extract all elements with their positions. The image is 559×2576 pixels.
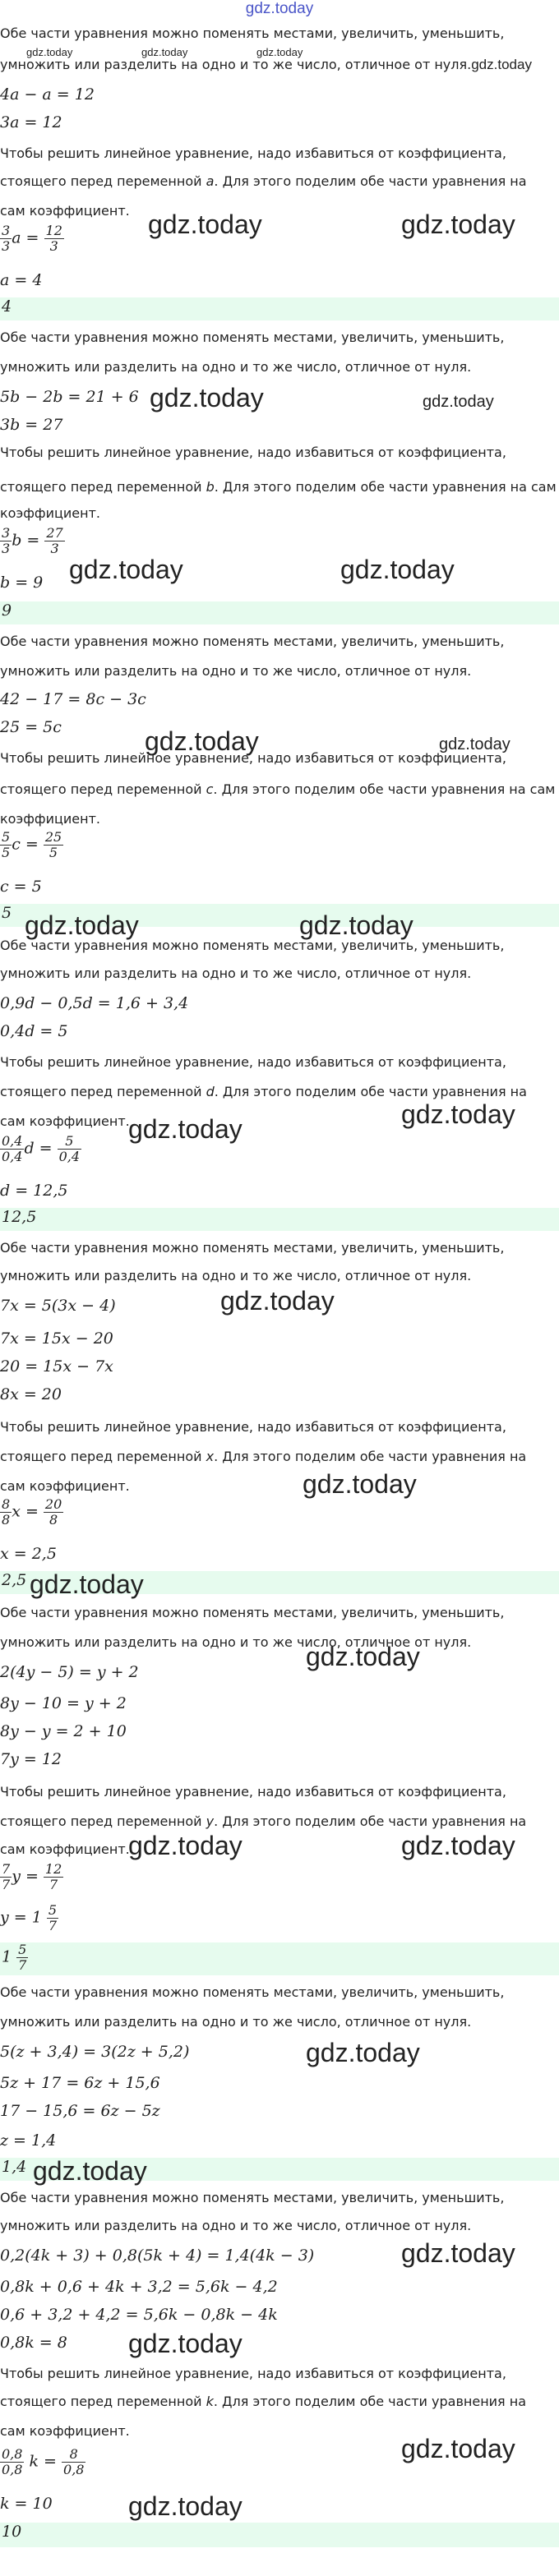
watermark: gdz.today [148, 210, 262, 239]
watermark: gdz.today [401, 2434, 515, 2463]
watermark: gdz.today [256, 46, 303, 58]
text-swap: Обе части уравнения можно поменять местами, увеличить, уменьшить, [0, 1240, 505, 1256]
equation: 5z + 17 = 6z + 15,6 [0, 2074, 160, 2092]
answer: 9 [0, 601, 559, 624]
watermark: gdz.today [150, 383, 264, 412]
text-pre: стоящего перед переменной k. Для этого поделим обе части уравнения на [0, 2394, 527, 2409]
equation: 2(4y − 5) = y + 2 [0, 1663, 139, 1681]
equation: 5b − 2b = 21 + 6 [0, 388, 139, 406]
answer: 2,5 [0, 1571, 559, 1594]
text-coef: сам коэффициент. [0, 1841, 130, 1857]
answer: 1 $\frac{5}{7}$ [0, 1942, 559, 1975]
watermark: gdz.today [340, 555, 455, 584]
watermark: gdz.today [401, 2238, 515, 2268]
watermark: gdz.today [423, 393, 494, 411]
fraction-equation: $\frac{8}{8}$ x = $\frac{20}{8}$ [2, 1496, 62, 1528]
equation: 0,8k = 8 [0, 2334, 67, 2352]
watermark: gdz.today [439, 735, 510, 753]
text-pre: стоящего перед переменной b. Для этого поделим обе части уравнения на сам [0, 479, 557, 495]
text-mul: умножить или разделить на одно и то же число, отличное от нуля. [0, 359, 472, 375]
site-header[interactable]: gdz.today [245, 0, 314, 17]
variable: c [206, 781, 214, 797]
equation: 8y − 10 = y + 2 [0, 1694, 127, 1712]
watermark: gdz.today [306, 2038, 420, 2067]
text-mul: умножить или разделить на одно и то же число, отличное от нуля. [0, 2014, 472, 2030]
text-mul: умножить или разделить на одно и то же число, отличное от нуля. [0, 663, 472, 679]
fraction-equation: $\frac{0,4}{0,4}$ d = $\frac{5}{0,4}$ [2, 1133, 81, 1164]
watermark: gdz.today [33, 2156, 147, 2186]
equation: 20 = 15x − 7x [0, 1357, 113, 1376]
watermark: gdz.today [26, 46, 73, 58]
watermark: gdz.today [401, 210, 515, 239]
text-lin: Чтобы решить линейное уравнение, надо избавиться от коэффициента, [0, 1054, 506, 1070]
watermark: gdz.today [220, 1286, 335, 1316]
result: k = 10 [0, 2495, 53, 2513]
answer: 10 [0, 2523, 559, 2547]
result: b = 9 [0, 574, 44, 592]
fraction-equation: $\frac{0,8}{0,8}$ k = $\frac{8}{0,8}$ [2, 2446, 85, 2477]
result: x = 2,5 [0, 1545, 57, 1563]
fraction-equation: $\frac{3}{3}$ a = $\frac{12}{3}$ [2, 223, 62, 254]
equation: 0,8k + 0,6 + 4k + 3,2 = 5,6k − 4,2 [0, 2278, 278, 2296]
text-lin: Чтобы решить линейное уравнение, надо избавиться от коэффициента, [0, 1419, 506, 1435]
watermark: gdz.today [128, 2491, 243, 2521]
variable: y [206, 1813, 215, 1829]
equation: 0,4d = 5 [0, 1022, 68, 1040]
answer: 1,4 [0, 2158, 559, 2181]
watermark: gdz.today [128, 2329, 243, 2358]
equation: 0,9d − 0,5d = 1,6 + 3,4 [0, 994, 189, 1012]
text-pre: стоящего перед переменной x. Для этого поделим обе части уравнения на [0, 1449, 527, 1464]
text-lin: Чтобы решить линейное уравнение, надо избавиться от коэффициента, [0, 750, 506, 766]
text-lin: Чтобы решить линейное уравнение, надо избавиться от коэффициента, [0, 145, 506, 161]
equation: 7x = 5(3x − 4) [0, 1297, 116, 1315]
text-pre: стоящего перед переменной y. Для этого поделим обе части уравнения на [0, 1813, 527, 1829]
watermark: gdz.today [30, 1569, 144, 1599]
answer: 5 [0, 904, 559, 927]
watermark: gdz.today [306, 1642, 420, 1671]
text-lin: Чтобы решить линейное уравнение, надо избавиться от коэффициента, [0, 445, 506, 460]
equation: 7x = 15x − 20 [0, 1329, 113, 1348]
result: a = 4 [0, 271, 43, 289]
variable: k [206, 2394, 214, 2409]
variable: a [206, 173, 215, 189]
variable: b [206, 479, 215, 495]
text-coef: сам коэффициент. [0, 1478, 130, 1494]
text-mul: умножить или разделить на одно и то же число, отличное от нуля. [0, 965, 472, 981]
text-coef: сам коэффициент. [0, 1113, 130, 1129]
equation: 25 = 5c [0, 718, 62, 736]
watermark: gdz.today [25, 910, 139, 940]
equation: 0,2(4k + 3) + 0,8(5k + 4) = 1,4(4k − 3) [0, 2247, 315, 2265]
text-swap: Обе части уравнения можно поменять местами, увеличить, уменьшить, [0, 329, 505, 345]
watermark: gdz.today [401, 1831, 515, 1860]
text-swap: Обе части уравнения можно поменять местами, увеличить, уменьшить, [0, 1984, 505, 2000]
text-lin: Чтобы решить линейное уравнение, надо избавиться от коэффициента, [0, 2366, 506, 2381]
text-pre: стоящего перед переменной d. Для этого поделим обе части уравнения на [0, 1084, 527, 1099]
fraction-equation: $\frac{7}{7}$ y = $\frac{12}{7}$ [2, 1861, 62, 1892]
variable: x [206, 1449, 215, 1464]
text-mul: умножить или разделить на одно и то же число, отличное от нуля. [0, 2218, 472, 2233]
text-coef: коэффициент. [0, 811, 100, 827]
text-pre: стоящего перед переменной a. Для этого поделим обе части уравнения на [0, 173, 527, 189]
watermark: gdz.today [299, 910, 413, 940]
equation: 7y = 12 [0, 1750, 62, 1768]
watermark: gdz.today [128, 1114, 243, 1144]
answer: 4 [0, 297, 559, 320]
text-mul: умножить или разделить на одно и то же число, отличное от нуля. [0, 1634, 472, 1650]
watermark: gdz.today [401, 1099, 515, 1129]
text-coef: коэффициент. [0, 505, 100, 521]
variable: d [206, 1084, 215, 1099]
text-swap: Обе части уравнения можно поменять местами, увеличить, уменьшить, [0, 25, 505, 41]
result: d = 12,5 [0, 1182, 68, 1200]
text-swap: Обе части уравнения можно поменять местами, увеличить, уменьшить, [0, 634, 505, 649]
equation: 5(z + 3,4) = 3(2z + 5,2) [0, 2043, 190, 2061]
equation: 3b = 27 [0, 416, 63, 434]
fraction-equation: $\frac{5}{5}$ c = $\frac{25}{5}$ [2, 829, 62, 860]
fraction-equation: $\frac{3}{3}$ b = $\frac{27}{3}$ [2, 525, 63, 556]
watermark: gdz.today [69, 555, 183, 584]
equation: 4a − a = 12 [0, 85, 95, 104]
text-coef: сам коэффициент. [0, 203, 130, 219]
equation: 3a = 12 [0, 113, 62, 131]
text-swap: Обе части уравнения можно поменять местами, увеличить, уменьшить, [0, 938, 505, 953]
text-swap: Обе части уравнения можно поменять местами, увеличить, уменьшить, [0, 1605, 505, 1620]
watermark: gdz.today [303, 1469, 417, 1499]
equation: 0,6 + 3,2 + 4,2 = 5,6k − 0,8k − 4k [0, 2306, 278, 2324]
equation: 42 − 17 = 8c − 3c [0, 690, 146, 708]
watermark: gdz.today [128, 1831, 243, 1860]
text-mul: умножить или разделить на одно и то же число, отличное от нуля. [0, 1268, 472, 1283]
watermark: gdz.today [141, 46, 188, 58]
result: y = 1 $\frac{5}{7}$ [0, 1902, 58, 1933]
watermark: gdz.today [471, 57, 532, 72]
equation: 8y − y = 2 + 10 [0, 1722, 127, 1740]
text-coef: сам коэффициент. [0, 2423, 130, 2439]
text-mul: умножить или разделить на одно и то же число, отличное от нуля.gdz.today [0, 57, 532, 72]
text-pre: стоящего перед переменной c. Для этого поделим обе части уравнения на сам [0, 781, 556, 797]
result: c = 5 [0, 878, 42, 896]
equation: z = 1,4 [0, 2131, 57, 2150]
watermark: gdz.today [145, 726, 259, 756]
answer: 12,5 [0, 1208, 559, 1231]
equation: 17 − 15,6 = 6z − 5z [0, 2102, 160, 2120]
text-lin: Чтобы решить линейное уравнение, надо избавиться от коэффициента, [0, 1784, 506, 1800]
equation: 8x = 20 [0, 1385, 62, 1403]
text-swap: Обе части уравнения можно поменять местами, увеличить, уменьшить, [0, 2190, 505, 2205]
